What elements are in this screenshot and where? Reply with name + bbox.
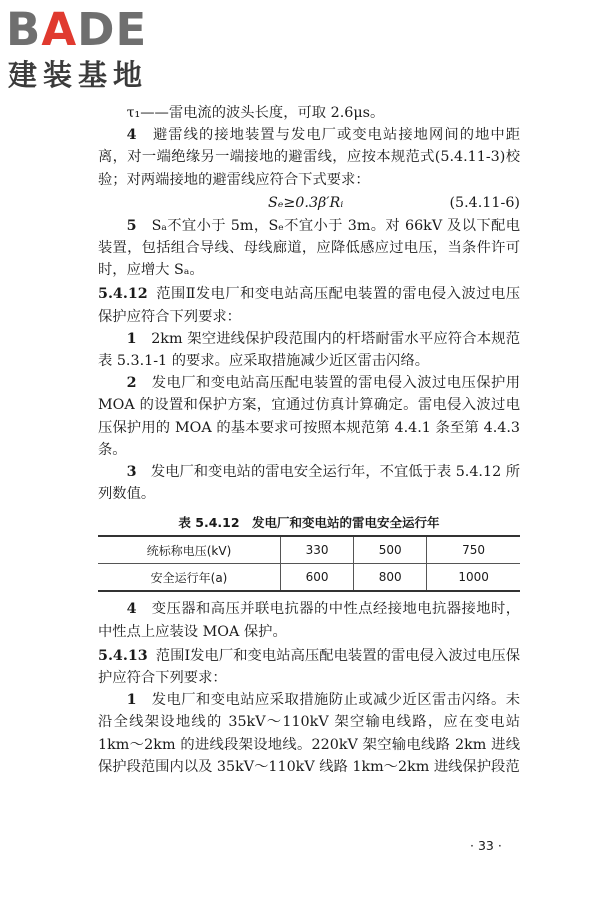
table-row (98, 564, 520, 592)
definition-line: τ₁——雷电流的波头长度，可取 2.6μs。 (126, 105, 385, 121)
logo-chinese: 建装基地 (8, 58, 149, 92)
table-cell: 500 (354, 536, 427, 564)
clause-3-safe-years: 3 发电厂和变电站的雷电安全运行年，不宜低于表 5.4.12 所列数值。 (98, 464, 521, 503)
table-cell: 统标称电压(kV) (98, 536, 281, 564)
table-title: 表 5.4.12 发电厂和变电站的雷电安全运行年 (178, 515, 440, 531)
section-5-4-12: 5.4.12 范围Ⅱ发电厂和变电站高压配电装置的雷电侵入波过电压保护应符合下列要求： (98, 286, 520, 325)
clause-1-near-lightning: 1 发电厂和变电站应采取措施防止或减少近区雷击闪络。未沿全线架设地线的 35kV～110kV 架空输电线路，应在变电站 1km～2km 的进线段架设地线。220kV 架空输电线路 2km 进线保护段范围内以及 35kV～110kV 线路 1km～2km 进线保护段范 (98, 692, 521, 775)
clause-1-tower-level: 1 2km 架空进线保护段范围内的杆塔耐雷水平应符合本规范表 5.3.1-1 的要求。应采取措施减少近区雷击闪络。 (98, 330, 521, 370)
table-cell: 安全运行年(a) (98, 564, 281, 592)
safety-years-table (98, 535, 520, 592)
clause-2-moa-scheme: 2 发电厂和变电站高压配电装置的雷电侵入波过电压保护用 MOA 的设置和保护方案，宜通过仿真计算确定。雷电侵入波过电压保护用的 MOA 的基本要求可按照本规范第 4.4.1 条至第 4.4.3 条。 (98, 375, 521, 458)
clause-4-neutral-moa: 4 变压器和高压并联电抗器的中性点经接地电抗器接地时，中性点上应装设 MOA 保护。 (98, 601, 521, 640)
formula-number: (5.4.11-6) (449, 194, 520, 211)
table-cell: 600 (281, 564, 354, 592)
table-row (98, 536, 520, 564)
page-number: · 33 · (470, 838, 502, 853)
formula-expression: Sₑ≥0.3β′Rᵢ (268, 194, 344, 211)
logo-wordmark: BADE (6, 3, 148, 56)
table-cell: 750 (427, 536, 520, 564)
clause-5-distance: 5 Sₐ不宜小于 5m，Sₑ不宜小于 3m。对 66kV 及以下配电装置，包括组合导线、母线廊道，应降低感应过电压，当条件许可时，应增大 Sₐ。 (98, 217, 520, 279)
table-cell: 330 (281, 536, 354, 564)
table-cell: 1000 (427, 564, 520, 592)
clause-4-ground-distance: 4 避雷线的接地装置与发电厂或变电站接地网间的地中距离，对一端绝缘另一端接地的避雷线，应按本规范式(5.4.11-3)校验；对两端接地的避雷线应符合下式要求： (98, 127, 521, 188)
site-logo (6, 3, 178, 96)
table-cell: 800 (354, 564, 427, 592)
document-body (98, 102, 520, 778)
section-5-4-13: 5.4.13 范围Ⅰ发电厂和变电站高压配电装置的雷电侵入波过电压保护应符合下列要求： (98, 647, 520, 687)
formula-5-4-11-6 (98, 191, 520, 215)
